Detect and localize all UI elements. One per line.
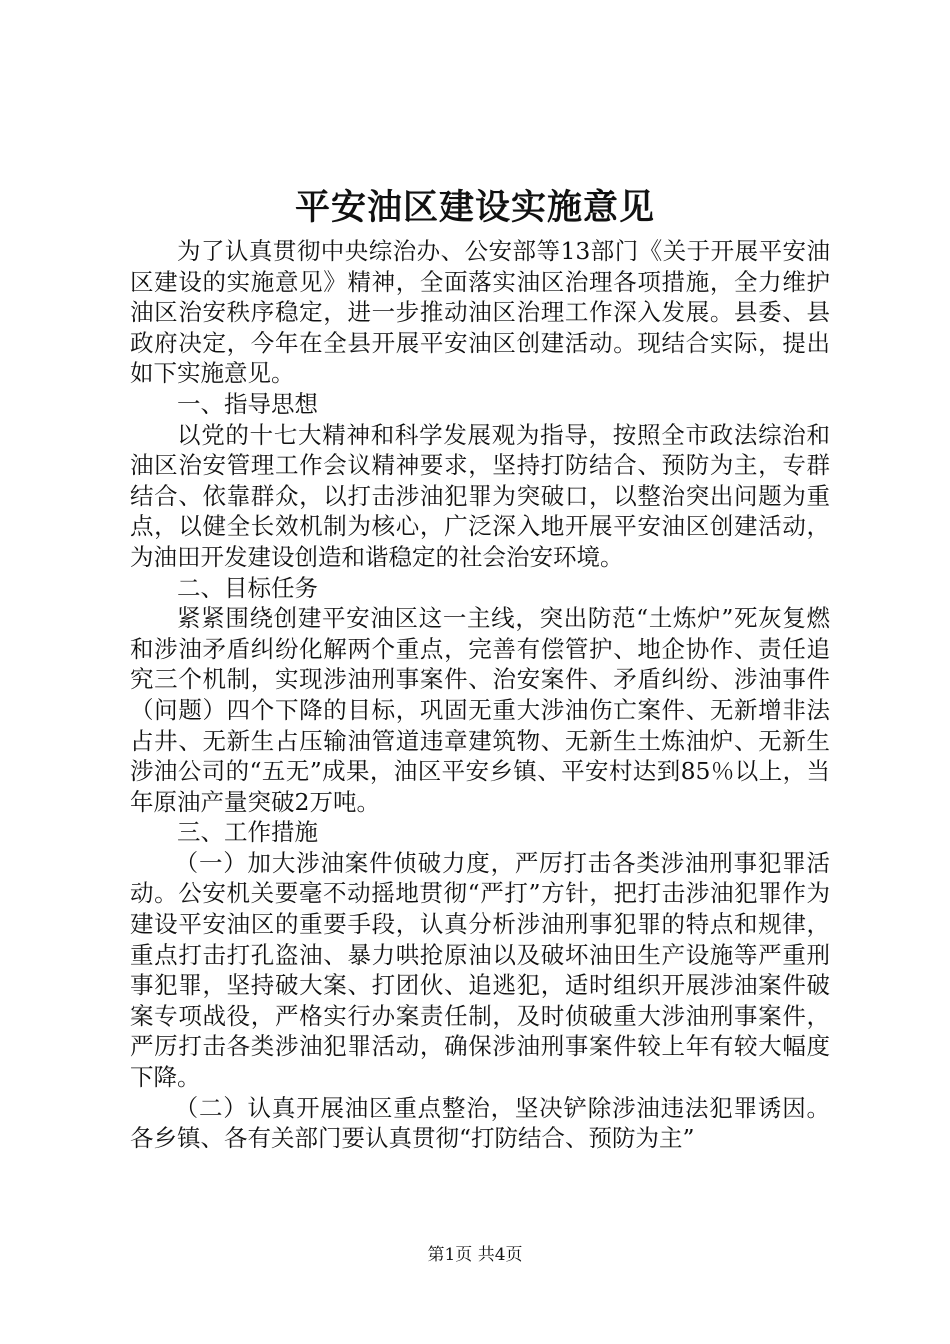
measure-2-paragraph: （二）认真开展油区重点整治，坚决铲除涉油违法犯罪诱因。各乡镇、各有关部门要认真贯彻“打防结合、预防为主”: [130, 1093, 830, 1153]
document-title: 平安油区建设实施意见: [294, 187, 655, 228]
guiding-ideology-paragraph: 以党的十七大精神和科学发展观为指导，按照全市政法综治和油区治安管理工作会议精神要求，坚持打防结合、预防为主，专群结合、依靠群众，以打击涉油犯罪为突破口，以整治突出问题为重点，以健全长效机制为核心，广泛深入地开展平安油区创建活动，为油田开发建设创造和谐稳定的社会治安环境。: [130, 420, 830, 571]
intro-paragraph: 为了认真贯彻中央综治办、公安部等13部门《关于开展平安油区建设的实施意见》精神，全面落实油区治理各项措施，全力维护油区治安秩序稳定，进一步推动油区治理工作深入发展。县委、县政府决定，今年在全县开展平安油区创建活动。现结合实际，提出如下实施意见。: [130, 237, 830, 388]
section-heading-guiding-ideology: 一、指导思想: [177, 389, 318, 418]
page-number-footer: 第1页 共4页: [427, 1245, 523, 1265]
document-body: [130, 236, 830, 1154]
goals-paragraph: 紧紧围绕创建平安油区这一主线，突出防范“土炼炉”死灰复燃和涉油矛盾纠纷化解两个重点，完善有偿管护、地企协作、责任追究三个机制，实现涉油刑事案件、治安案件、矛盾纠纷、涉油事件（问题）四个下降的目标，巩固无重大涉油伤亡案件、无新增非法占井、无新生占压输油管道违章建筑物、无新生土炼油炉、无新生涉油公司的“五无”成果，油区平安乡镇、平安村达到85％以上，当年原油产量突破2万吨。: [130, 604, 830, 816]
section-heading-goals: 二、目标任务: [177, 573, 318, 602]
measure-1-paragraph: （一）加大涉油案件侦破力度，严厉打击各类涉油刑事犯罪活动。公安机关要毫不动摇地贯彻“严打”方针，把打击涉油犯罪作为建设平安油区的重要手段，认真分析涉油刑事犯罪的特点和规律，重点打击打孔盗油、暴力哄抢原油以及破坏油田生产设施等严重刑事犯罪，坚持破大案、打团伙、追逃犯，适时组织开展涉油案件破案专项战役，严格实行办案责任制，及时侦破重大涉油刑事案件，严厉打击各类涉油犯罪活动，确保涉油刑事案件较上年有较大幅度下降。: [130, 848, 830, 1092]
section-heading-measures: 三、工作措施: [177, 818, 318, 847]
